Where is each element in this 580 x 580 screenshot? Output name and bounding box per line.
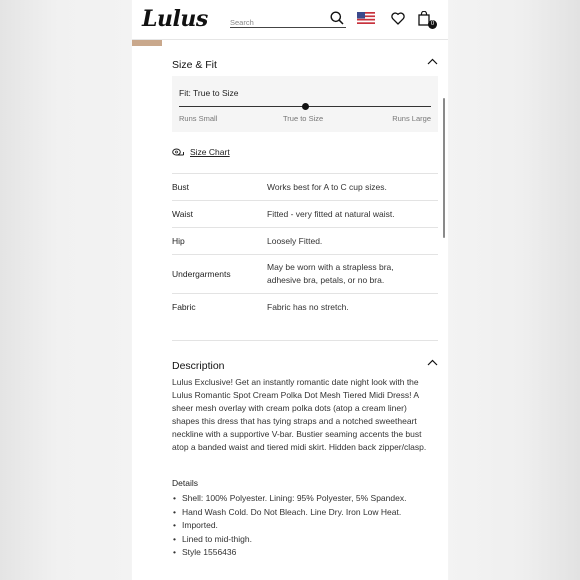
row-value: Fitted - very fitted at natural waist. — [267, 208, 395, 219]
scale-right-label: Runs Large — [392, 114, 431, 123]
description-title: Description — [172, 360, 225, 372]
row-label: Hip — [172, 236, 185, 246]
size-chart-label[interactable]: Size Chart — [190, 147, 230, 157]
row-label: Bust — [172, 182, 190, 192]
phone-screen — [132, 0, 448, 580]
details-list — [172, 492, 438, 560]
row-value-line: May be worn with a strapless bra, — [267, 262, 394, 272]
row-value: Fabric has no stretch. — [267, 301, 349, 312]
table-row — [172, 254, 438, 293]
section-divider — [172, 340, 438, 341]
list-item: • Style 1556436 — [172, 546, 438, 560]
fit-details-table — [172, 173, 438, 320]
description-text: Lulus Exclusive! Get an instantly romantic date night look with the Lulus Romantic Spot Cream Polka Dot Mesh Tiered Midi Dress! A sheer mesh overlay with cream polka dots (atop a cream liner) shapes this dress that has tying straps and a notched sweetheart neckline with a supportive V-bar. Bustier seaming accents the bust atop a banded waist and tiered midi skirt. Hidden back zipper/clasp. — [172, 377, 427, 452]
row-value — [267, 261, 438, 287]
search-icon[interactable] — [330, 11, 344, 25]
row-label: Undergarments — [172, 269, 231, 279]
description-header[interactable] — [172, 356, 438, 376]
tan-accent-strip — [132, 40, 162, 46]
scale-mid-label: True to Size — [283, 114, 324, 123]
row-label: Waist — [172, 209, 193, 219]
details-title: Details — [172, 478, 198, 488]
size-fit-header[interactable] — [172, 55, 438, 75]
table-row — [172, 173, 438, 200]
site-header — [132, 0, 448, 40]
list-item: • Imported. — [172, 519, 438, 533]
scrollbar-thumb[interactable] — [443, 98, 445, 238]
list-item: • Hand Wash Cold. Do Not Bleach. Line Dry. Iron Low Heat. — [172, 506, 438, 520]
row-value-line: adhesive bra, petals, or no bra. — [267, 275, 385, 285]
row-value: Loosely Fitted. — [267, 235, 323, 246]
list-item: • Lined to mid-thigh. — [172, 533, 438, 547]
fit-indicator-dot — [302, 103, 309, 110]
chevron-up-icon[interactable] — [427, 58, 438, 65]
table-row — [172, 293, 438, 320]
list-item: • Shell: 100% Polyester. Lining: 95% Polyester, 5% Spandex. — [172, 492, 438, 506]
lulus-logo[interactable]: Lulus — [142, 6, 208, 32]
fit-label: Fit: True to Size — [179, 88, 239, 98]
heart-icon[interactable] — [391, 12, 405, 25]
us-flag-icon[interactable] — [357, 12, 375, 24]
search-bar[interactable] — [230, 12, 346, 28]
search-input[interactable] — [230, 18, 346, 27]
row-label: Fabric — [172, 302, 196, 312]
fit-meter — [172, 76, 438, 132]
chevron-up-icon[interactable] — [427, 359, 438, 366]
table-row — [172, 200, 438, 227]
row-value: Works best for A to C cup sizes. — [267, 181, 387, 192]
ruler-icon — [172, 148, 184, 157]
table-row — [172, 227, 438, 254]
bag-count-badge: 0 — [428, 20, 437, 29]
size-fit-title: Size & Fit — [172, 59, 217, 71]
scale-left-label: Runs Small — [179, 114, 218, 123]
